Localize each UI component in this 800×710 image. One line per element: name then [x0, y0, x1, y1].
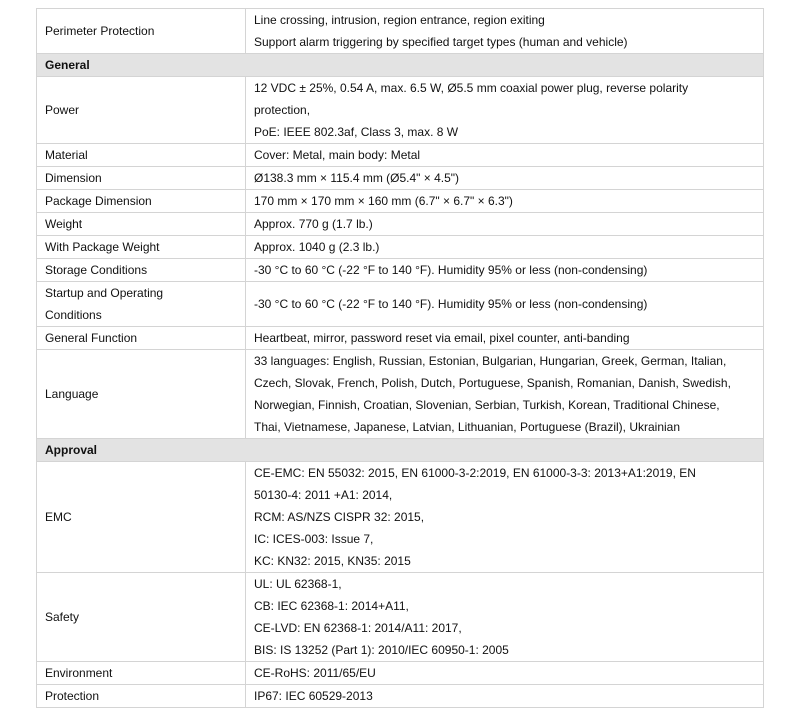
spec-value-line: Ø138.3 mm × 115.4 mm (Ø5.4" × 4.5")	[254, 171, 460, 185]
spec-row	[37, 662, 764, 685]
spec-row	[37, 259, 764, 282]
spec-value-line: CE-RoHS: 2011/65/EU	[254, 666, 376, 680]
spec-value-line: 12 VDC ± 25%, 0.54 A, max. 6.5 W, Ø5.5 mm coaxial power plug, reverse polarity	[254, 81, 689, 95]
spec-value	[246, 77, 764, 144]
spec-label: Material	[37, 144, 246, 167]
spec-value-line: CE-EMC: EN 55032: 2015, EN 61000-3-2:2019, EN 61000-3-3: 2013+A1:2019, EN	[254, 466, 696, 480]
spec-row	[37, 144, 764, 167]
spec-label-line: Conditions	[45, 308, 102, 322]
spec-value-line: Heartbeat, mirror, password reset via email, pixel counter, anti-banding	[254, 331, 630, 345]
spec-value-line: Approx. 770 g (1.7 lb.)	[254, 217, 373, 231]
spec-value	[246, 685, 764, 708]
spec-value	[246, 144, 764, 167]
spec-table	[36, 8, 764, 708]
spec-label: Power	[37, 77, 246, 144]
spec-value-line: CE-LVD: EN 62368-1: 2014/A11: 2017,	[254, 621, 462, 635]
spec-value-line: -30 °C to 60 °C (-22 °F to 140 °F). Humidity 95% or less (non-condensing)	[254, 263, 648, 277]
spec-label: Safety	[37, 573, 246, 662]
spec-value-line: Czech, Slovak, French, Polish, Dutch, Portuguese, Spanish, Romanian, Danish, Swedish,	[254, 376, 731, 390]
spec-row	[37, 462, 764, 573]
spec-label: With Package Weight	[37, 236, 246, 259]
spec-label-line: Startup and Operating	[45, 286, 164, 300]
spec-value-line: BIS: IS 13252 (Part 1): 2010/IEC 60950-1: 2005	[254, 643, 509, 657]
spec-value-line: Support alarm triggering by specified target types (human and vehicle)	[254, 35, 628, 49]
spec-label: Package Dimension	[37, 190, 246, 213]
spec-value-line: protection,	[254, 103, 311, 117]
spec-value	[246, 259, 764, 282]
spec-value	[246, 462, 764, 573]
spec-value-line: Approx. 1040 g (2.3 lb.)	[254, 240, 380, 254]
spec-value	[246, 213, 764, 236]
spec-value-line: IC: ICES-003: Issue 7,	[254, 532, 374, 546]
spec-value-line: 170 mm × 170 mm × 160 mm (6.7" × 6.7" × 6.3")	[254, 194, 513, 208]
spec-value-line: Cover: Metal, main body: Metal	[254, 148, 421, 162]
spec-row	[37, 685, 764, 708]
spec-value	[246, 573, 764, 662]
spec-value	[246, 282, 764, 327]
section-header	[37, 54, 764, 77]
spec-label: General Function	[37, 327, 246, 350]
spec-value	[246, 167, 764, 190]
spec-value-line: UL: UL 62368-1,	[254, 577, 342, 591]
spec-value	[246, 350, 764, 439]
spec-value-line: RCM: AS/NZS CISPR 32: 2015,	[254, 510, 425, 524]
spec-row	[37, 236, 764, 259]
section-title: Approval	[37, 439, 764, 462]
spec-label: Protection	[37, 685, 246, 708]
spec-label: Dimension	[37, 167, 246, 190]
spec-row	[37, 573, 764, 662]
spec-label	[37, 282, 246, 327]
spec-value-line: 50130-4: 2011 +A1: 2014,	[254, 488, 393, 502]
spec-value-line: Norwegian, Finnish, Croatian, Slovenian, Serbian, Turkish, Korean, Traditional Chinese,	[254, 398, 720, 412]
spec-value	[246, 190, 764, 213]
spec-value	[246, 327, 764, 350]
spec-value	[246, 236, 764, 259]
section-title: General	[37, 54, 764, 77]
spec-value-line: -30 °C to 60 °C (-22 °F to 140 °F). Humidity 95% or less (non-condensing)	[254, 297, 648, 311]
spec-value	[246, 9, 764, 54]
spec-row	[37, 190, 764, 213]
spec-value-line: PoE: IEEE 802.3af, Class 3, max. 8 W	[254, 125, 459, 139]
spec-label: EMC	[37, 462, 246, 573]
spec-row	[37, 350, 764, 439]
spec-label: Language	[37, 350, 246, 439]
spec-value-line: Line crossing, intrusion, region entrance, region exiting	[254, 13, 545, 27]
section-header	[37, 439, 764, 462]
spec-row	[37, 77, 764, 144]
spec-row	[37, 167, 764, 190]
spec-row	[37, 327, 764, 350]
spec-value-line: 33 languages: English, Russian, Estonian, Bulgarian, Hungarian, Greek, German, Italian,	[254, 354, 727, 368]
spec-value-line: Thai, Vietnamese, Japanese, Latvian, Lithuanian, Portuguese (Brazil), Ukrainian	[254, 420, 681, 434]
spec-value	[246, 662, 764, 685]
spec-value-line: CB: IEC 62368-1: 2014+A11,	[254, 599, 409, 613]
spec-label: Perimeter Protection	[37, 9, 246, 54]
spec-row	[37, 282, 764, 327]
spec-row	[37, 213, 764, 236]
spec-label: Environment	[37, 662, 246, 685]
spec-value-line: KC: KN32: 2015, KN35: 2015	[254, 554, 411, 568]
spec-label: Weight	[37, 213, 246, 236]
spec-row	[37, 9, 764, 54]
spec-label: Storage Conditions	[37, 259, 246, 282]
spec-value-line: IP67: IEC 60529-2013	[254, 689, 373, 703]
